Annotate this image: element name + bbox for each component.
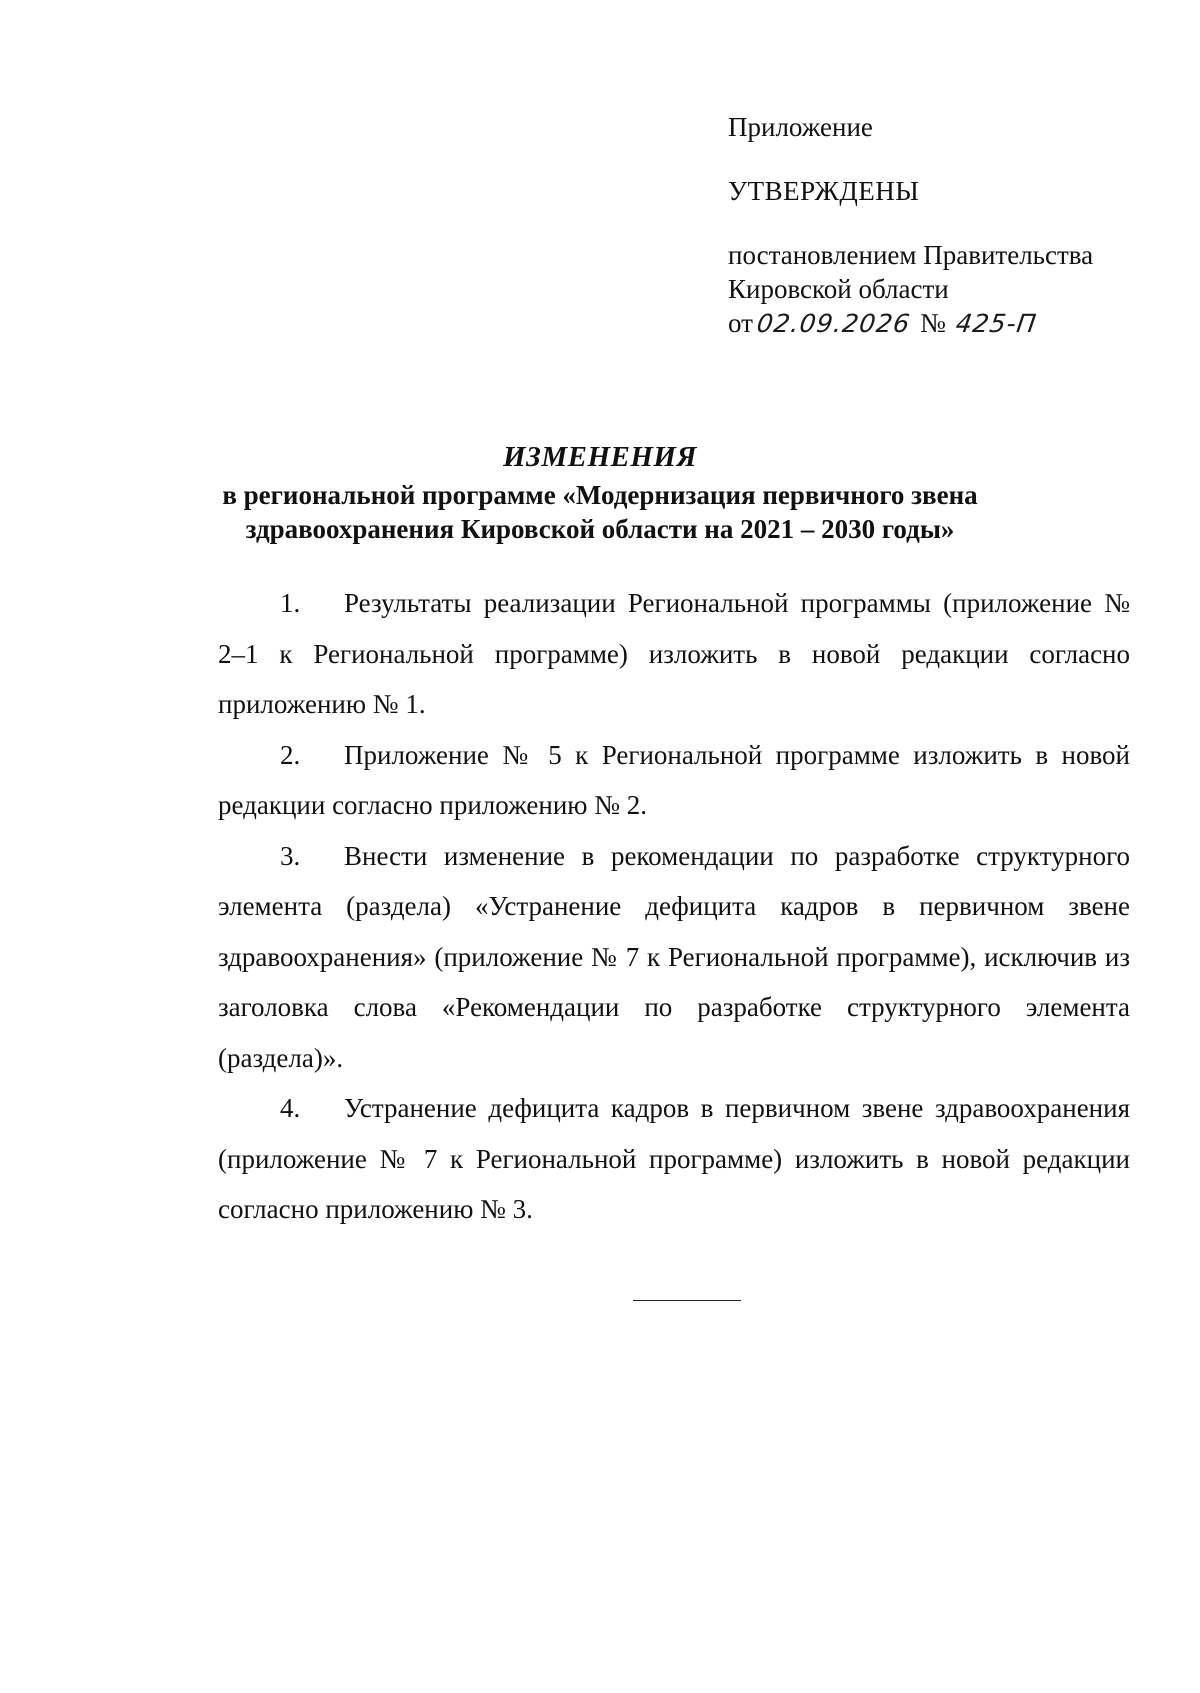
list-item xyxy=(218,730,1130,831)
item-number: 4. xyxy=(280,1093,301,1123)
approval-block xyxy=(728,110,1148,341)
handwritten-number: 425-П xyxy=(953,309,1039,338)
list-item xyxy=(218,578,1130,730)
item-text: Приложение № 5 к Региональной программе изложить в новой редакции согласно приложению № 2. xyxy=(218,739,1130,820)
item-text: Результаты реализации Региональной программы (приложение № 2–1 к Региональной программе) изложить в новой редакции согласно приложению № 1. xyxy=(218,588,1130,719)
item-number: 3. xyxy=(280,840,301,871)
list-item xyxy=(218,1083,1130,1235)
decree-reference xyxy=(728,306,1148,341)
appendix-label: Приложение xyxy=(728,112,873,142)
document-body xyxy=(218,578,1130,1235)
issuer-line-2: Кировской области xyxy=(728,274,949,304)
title-main: ИЗМЕНЕНИЯ xyxy=(503,441,697,473)
handwritten-date: 02.09.2026 xyxy=(754,309,913,338)
number-sign: № xyxy=(920,308,946,338)
item-text: Устранение дефицита кадров в первичном звене здравоохранения (приложение № 7 к Региональной программе) изложить в новой редакции согласно приложению № 3. xyxy=(218,1093,1130,1224)
title-line-2: здравоохранения Кировской области на 2021 – 2030 годы» xyxy=(245,514,955,544)
title-line-1: в региональной программе «Модернизация первичного звена xyxy=(222,480,978,510)
approved-label: УТВЕРЖДЕНЫ xyxy=(728,176,920,206)
document-title xyxy=(150,440,1050,546)
item-number: 1. xyxy=(280,588,301,618)
item-number: 2. xyxy=(280,739,301,770)
date-prefix: от xyxy=(728,308,753,338)
list-item xyxy=(218,831,1130,1084)
issuer-line-1: постановлением Правительства xyxy=(728,240,1094,270)
end-divider xyxy=(633,1300,741,1301)
item-text: Внести изменение в рекомендации по разработке структурного элемента (раздела) «Устранение дефицита кадров в первичном звене здравоохранения» (приложение № 7 к Региональной программе), исключив из заголовка слова «Рекомендации по разработке структурного элемента (раздела)». xyxy=(218,840,1130,1073)
